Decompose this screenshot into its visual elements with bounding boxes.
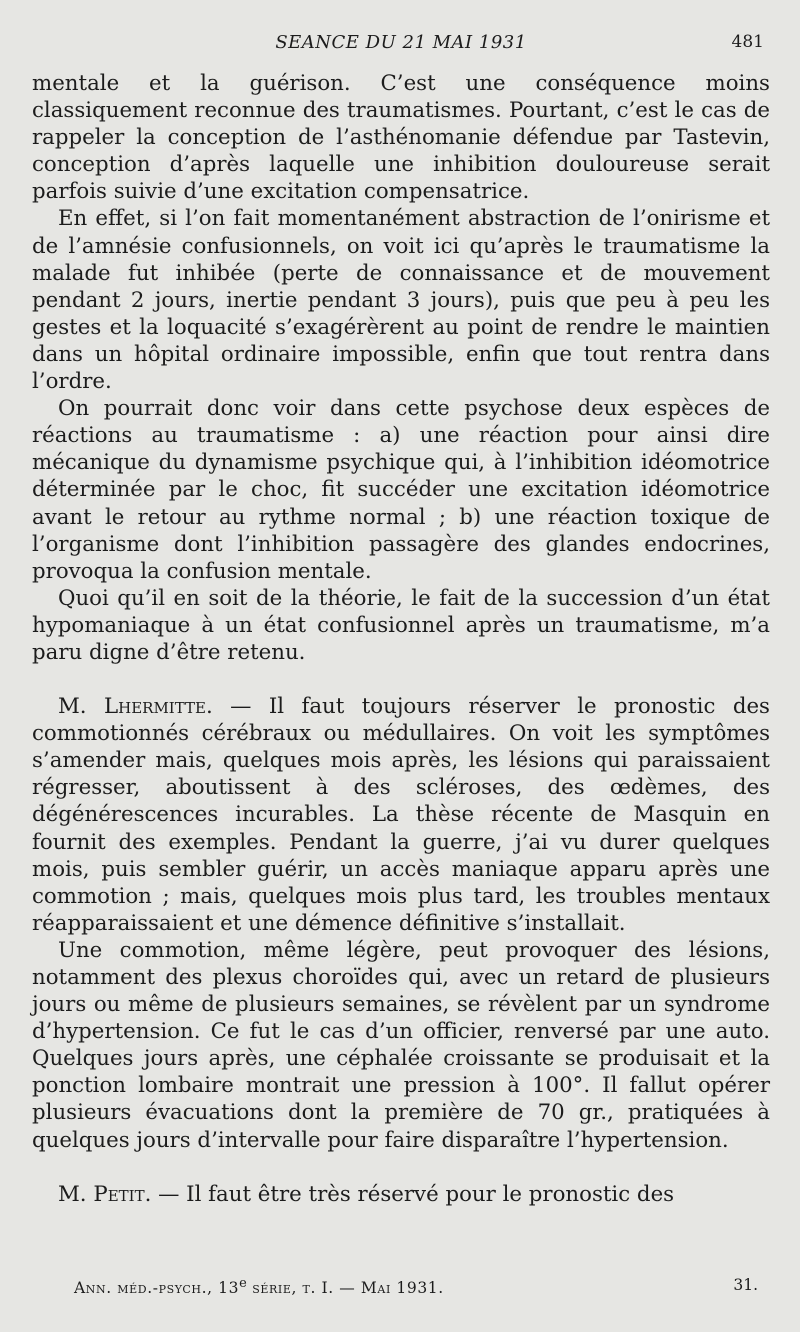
- paragraph: On pourrait donc voir dans cette psychose deux espèces de réactions au traumatisme : a) une réaction pour ainsi dire mécanique du dynamisme psychique qui, à l’inhibition idéomotrice déterminée par le choc, fit succéder une excitation idéomotrice avant le retour au rythme normal ; b) une réaction toxique de l’organisme dont l’inhibition passagère des glandes endocrines, provoqua la confusion mentale.: [32, 396, 770, 584]
- paragraph-continuation: mentale et la guérison. C’est une conséquence moins classiquement reconnue des traumatismes. Pourtant, c’est le cas de rappeler la conception de l’asthénomanie défendue par Tastevin, conception d’après laquelle une inhibition douloureuse serait parfois suivie d’une excitation compensatrice.: [32, 71, 770, 205]
- petit-paragraph: [32, 1181, 770, 1208]
- paragraph: Une commotion, même légère, peut provoquer des lésions, notamment des plexus choroïdes qui, avec un retard de plusieurs jours ou même de plusieurs semaines, se révèlent par un syndrome d’hypertension. Ce fut le cas d’un officier, renversé par une auto. Quelques jours après, une céphalée croissante se produisait et la ponction lombaire montrait une pression à 100°. Il fallut opérer plusieurs évacuations dont la première de 70 gr., pratiquées à quelques jours d’intervalle pour faire disparaître l’hypertension.: [32, 937, 770, 1153]
- paragraph: Quoi qu’il en soit de la théorie, le fait de la succession d’un état hypomaniaque à un état confusionnel après un traumatisme, m’a paru digne d’être retenu.: [32, 585, 770, 665]
- page-footer: [74, 1276, 758, 1297]
- speaker-prefix: M.: [58, 694, 104, 720]
- speaker-name: Lhermitte: [103, 694, 206, 720]
- running-title: SEANCE DU 21 MAI 1931: [275, 32, 527, 53]
- speaker-prefix: M.: [58, 1181, 94, 1207]
- journal-citation: Ann. méd.-psych., 13e série, t. I. — Mai 1931.: [74, 1276, 444, 1298]
- speaker-text: . — Il faut toujours réserver le pronostic des commotionnés cérébraux ou médullaires. On voit les symptômes s’amender mais, quelques mois après, les lésions qui paraissaient régresser, aboutissent à des scléroses, des œdèmes, des dégénérescences incurables. La thèse récente de Masquin en fournit des exemples. Pendant la guerre, j’ai vu durer quelques mois, puis sembler guérir, un accès maniaque apparu après une commotion ; mais, quelques mois plus tard, les troubles mentaux réapparaissaient et une démence définitive s’installait.: [32, 694, 770, 936]
- lhermitte-paragraph: [32, 693, 770, 937]
- body-text: [32, 70, 770, 1208]
- speaker-text: . — Il faut être très réservé pour le pronostic des: [144, 1181, 675, 1207]
- paragraph: En effet, si l’on fait momentanément abstraction de l’onirisme et de l’amnésie confusionnels, on voit ici qu’après le traumatisme la malade fut inhibée (perte de connaissance et de mouvement pendant 2 jours, inertie pendant 3 jours), puis que peu à peu les gestes et la loquacité s’exagérèrent au point de rendre le maintien dans un hôpital ordinaire impossible, enfin que tout rentra dans l’ordre.: [32, 206, 770, 395]
- speaker-name: Petit: [93, 1181, 145, 1207]
- page-number: 481: [731, 32, 764, 52]
- signature-mark: 31.: [733, 1276, 758, 1294]
- running-header: [32, 26, 770, 70]
